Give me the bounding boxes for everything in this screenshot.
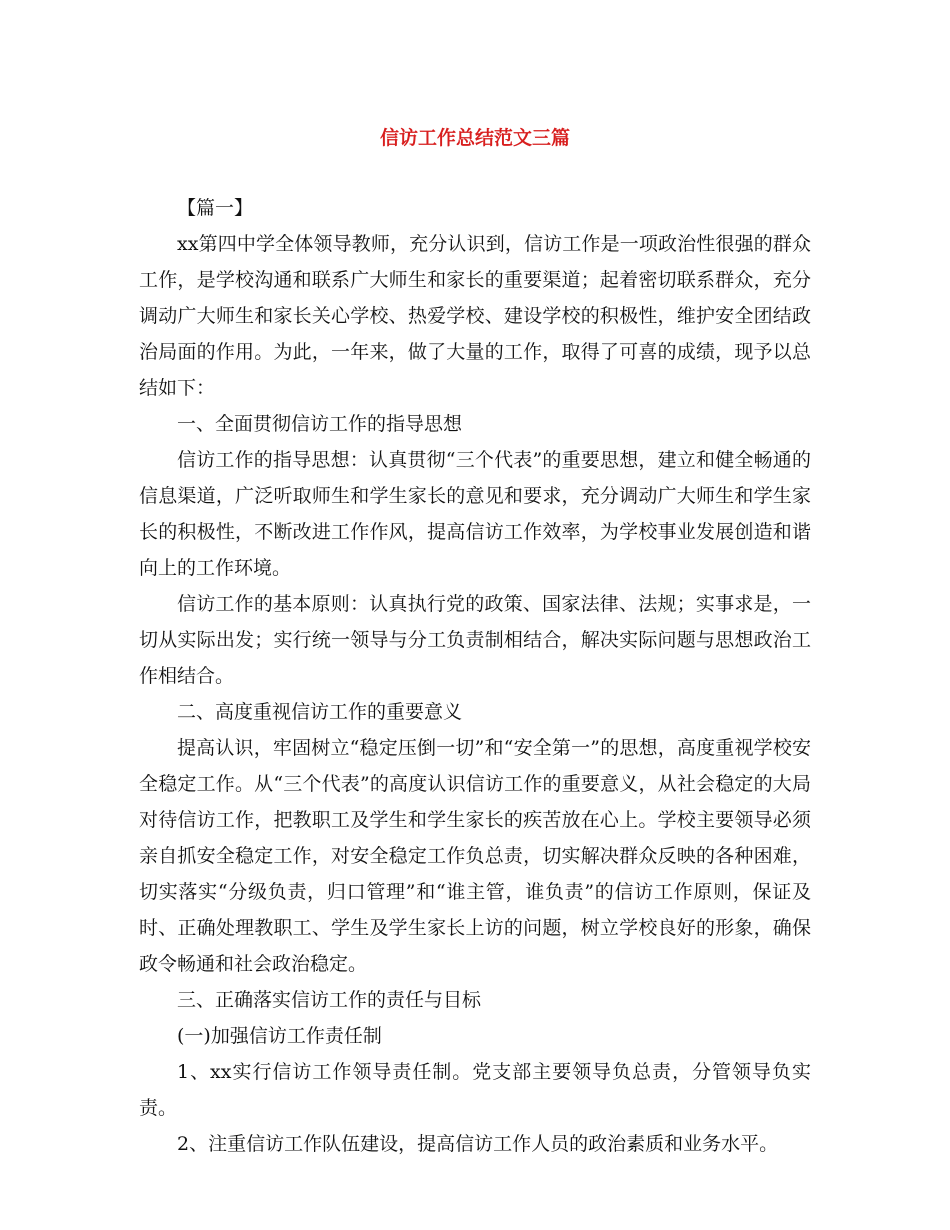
paragraph: 信访工作的指导思想：认真贯彻“三个代表”的重要思想，建立和健全畅通的信息渠道，广泛听取师生和学生家长的意见和要求，充分调动广大师生和学生家长的积极性，不断改进工作作风，提高信访工作效率，为学校事业发展创造和谐向上的工作环境。 [139, 449, 811, 579]
paragraph: 2、注重信访工作队伍建设，提高信访工作人员的政治素质和业务水平。 [177, 1133, 779, 1155]
section-heading: 一、全面贯彻信访工作的指导思想 [177, 413, 463, 435]
section-heading: 三、正确落实信访工作的责任与目标 [177, 989, 482, 1011]
paragraph: 信访工作的基本原则：认真执行党的政策、国家法律、法规；实事求是，一切从实际出发；实行统一领导与分工负责制相结合，解决实际问题与思想政治工作相结合。 [139, 593, 811, 687]
section-heading: 二、高度重视信访工作的重要意义 [177, 701, 463, 723]
paragraph: xx第四中学全体领导教师，充分认识到，信访工作是一项政治性很强的群众工作，是学校沟通和联系广大师生和家长的重要渠道；起着密切联系群众，充分调动广大师生和家长关心学校、热爱学校、建设学校的积极性，维护安全团结政治局面的作用。为此，一年来，做了大量的工作，取得了可喜的成绩，现予以总结如下： [139, 233, 811, 399]
subsection-heading: (一)加强信访工作责任制 [177, 1025, 382, 1047]
paragraph: 1、xx实行信访工作领导责任制。党支部主要领导负总责，分管领导负实责。 [139, 1061, 811, 1119]
document-title: 信访工作总结范文三篇 [379, 127, 570, 149]
section-heading: 【篇一】 [177, 197, 254, 219]
document-body [139, 190, 811, 1162]
paragraph: 提高认识，牢固树立“稳定压倒一切”和“安全第一”的思想，高度重视学校安全稳定工作。从“三个代表”的高度认识信访工作的重要意义，从社会稳定的大局对待信访工作，把教职工及学生和学生家长的疾苦放在心上。学校主要领导必须亲自抓安全稳定工作，对安全稳定工作负总责，切实解决群众反映的各种困难，切实落实“分级负责，归口管理”和“谁主管，谁负责”的信访工作原则，保证及时、正确处理教职工、学生及学生家长上访的问题，树立学校良好的形象，确保政令畅通和社会政治稳定。 [139, 737, 811, 975]
